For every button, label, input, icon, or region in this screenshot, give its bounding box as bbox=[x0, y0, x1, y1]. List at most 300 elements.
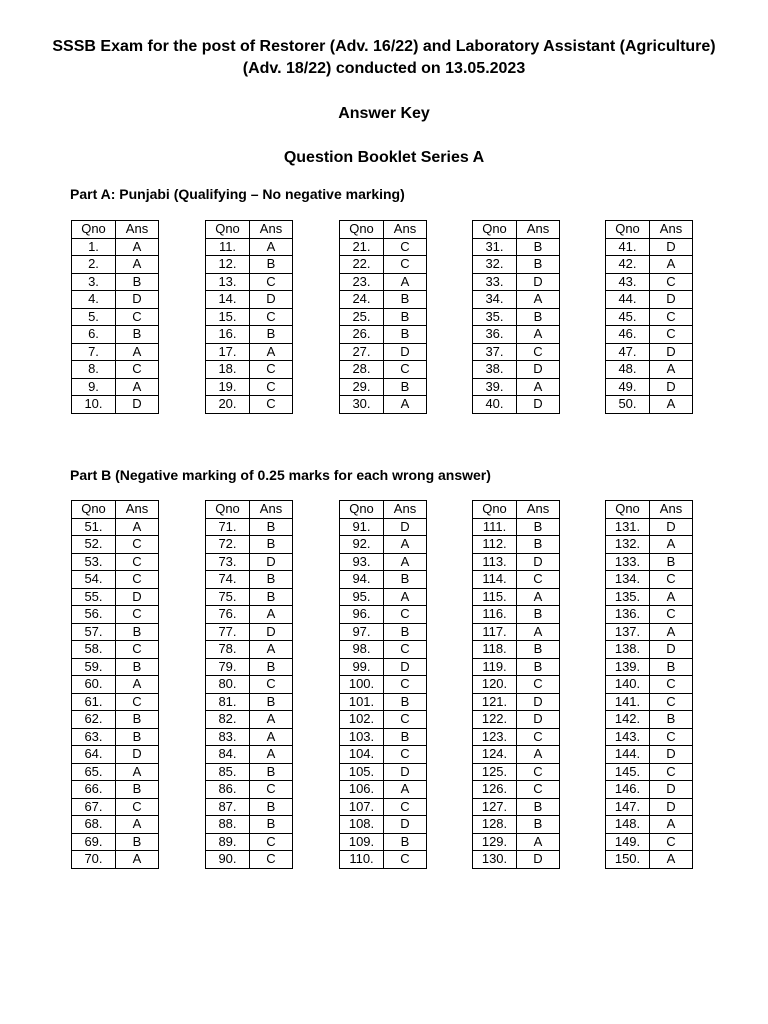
answer-value: B bbox=[250, 256, 293, 274]
table-row bbox=[473, 658, 560, 676]
answer-value: D bbox=[650, 746, 693, 764]
table-row bbox=[206, 781, 293, 799]
question-number: 16. bbox=[206, 326, 250, 344]
answer-value: A bbox=[517, 326, 560, 344]
table-row bbox=[473, 711, 560, 729]
table-row bbox=[473, 256, 560, 274]
question-number: 92. bbox=[340, 536, 384, 554]
answer-value: C bbox=[517, 571, 560, 589]
table-row bbox=[72, 658, 159, 676]
table-row bbox=[340, 273, 427, 291]
table-row bbox=[473, 273, 560, 291]
question-number: 116. bbox=[473, 606, 517, 624]
table-row bbox=[72, 343, 159, 361]
qno-header: Qno bbox=[606, 221, 650, 239]
question-number: 67. bbox=[72, 798, 116, 816]
ans-header: Ans bbox=[384, 501, 427, 519]
table-row bbox=[473, 361, 560, 379]
answer-table bbox=[339, 500, 427, 869]
answer-value: C bbox=[116, 606, 159, 624]
table-row bbox=[206, 641, 293, 659]
answer-value: A bbox=[116, 343, 159, 361]
question-number: 95. bbox=[340, 588, 384, 606]
answer-value: D bbox=[116, 396, 159, 414]
question-number: 132. bbox=[606, 536, 650, 554]
table-row bbox=[206, 711, 293, 729]
question-number: 33. bbox=[473, 273, 517, 291]
answer-value: C bbox=[384, 238, 427, 256]
answer-value: D bbox=[517, 273, 560, 291]
part-a-label: Part A: Punjabi (Qualifying – No negative marking) bbox=[70, 186, 405, 202]
table-row bbox=[72, 746, 159, 764]
question-number: 139. bbox=[606, 658, 650, 676]
table-row bbox=[606, 746, 693, 764]
answer-value: A bbox=[650, 256, 693, 274]
table-row bbox=[473, 518, 560, 536]
answer-value: A bbox=[116, 238, 159, 256]
answer-value: B bbox=[517, 606, 560, 624]
question-number: 107. bbox=[340, 798, 384, 816]
question-number: 87. bbox=[206, 798, 250, 816]
table-row bbox=[340, 256, 427, 274]
table-row bbox=[606, 693, 693, 711]
answer-table bbox=[605, 500, 693, 869]
answer-value: A bbox=[116, 518, 159, 536]
answer-value: A bbox=[384, 273, 427, 291]
qno-header: Qno bbox=[340, 501, 384, 519]
answer-value: C bbox=[650, 273, 693, 291]
answer-value: B bbox=[650, 553, 693, 571]
table-row bbox=[72, 676, 159, 694]
question-number: 1. bbox=[72, 238, 116, 256]
answer-value: B bbox=[116, 623, 159, 641]
question-number: 17. bbox=[206, 343, 250, 361]
question-number: 149. bbox=[606, 833, 650, 851]
answer-value: C bbox=[250, 851, 293, 869]
answer-value: C bbox=[116, 361, 159, 379]
table-row bbox=[206, 518, 293, 536]
question-number: 35. bbox=[473, 308, 517, 326]
table-row bbox=[473, 606, 560, 624]
question-number: 130. bbox=[473, 851, 517, 869]
question-number: 138. bbox=[606, 641, 650, 659]
answer-value: C bbox=[116, 536, 159, 554]
answer-value: D bbox=[116, 746, 159, 764]
question-number: 115. bbox=[473, 588, 517, 606]
table-row bbox=[206, 378, 293, 396]
answer-value: C bbox=[384, 256, 427, 274]
answer-value: C bbox=[650, 763, 693, 781]
answer-value: C bbox=[384, 798, 427, 816]
question-number: 20. bbox=[206, 396, 250, 414]
question-number: 90. bbox=[206, 851, 250, 869]
answer-value: A bbox=[250, 641, 293, 659]
question-number: 26. bbox=[340, 326, 384, 344]
answer-value: D bbox=[650, 781, 693, 799]
table-row bbox=[606, 396, 693, 414]
question-number: 147. bbox=[606, 798, 650, 816]
table-row bbox=[473, 588, 560, 606]
answer-value: C bbox=[250, 361, 293, 379]
table-row bbox=[206, 658, 293, 676]
table-row bbox=[340, 588, 427, 606]
table-row bbox=[72, 238, 159, 256]
question-number: 24. bbox=[340, 291, 384, 309]
table-row bbox=[72, 291, 159, 309]
answer-value: A bbox=[517, 378, 560, 396]
answer-value: C bbox=[517, 781, 560, 799]
table-row bbox=[473, 291, 560, 309]
answer-table bbox=[71, 220, 159, 414]
question-number: 25. bbox=[340, 308, 384, 326]
answer-value: A bbox=[250, 238, 293, 256]
question-number: 55. bbox=[72, 588, 116, 606]
question-number: 22. bbox=[340, 256, 384, 274]
question-number: 76. bbox=[206, 606, 250, 624]
question-number: 60. bbox=[72, 676, 116, 694]
table-row bbox=[473, 343, 560, 361]
table-row bbox=[206, 606, 293, 624]
question-number: 29. bbox=[340, 378, 384, 396]
question-number: 137. bbox=[606, 623, 650, 641]
answer-value: C bbox=[384, 851, 427, 869]
answer-value: A bbox=[384, 396, 427, 414]
ans-header: Ans bbox=[250, 501, 293, 519]
answer-value: B bbox=[384, 833, 427, 851]
answer-value: C bbox=[650, 571, 693, 589]
ans-header: Ans bbox=[384, 221, 427, 239]
table-row bbox=[206, 553, 293, 571]
answer-value: C bbox=[250, 378, 293, 396]
question-number: 68. bbox=[72, 816, 116, 834]
table-row bbox=[206, 396, 293, 414]
table-row bbox=[206, 326, 293, 344]
answer-value: C bbox=[517, 343, 560, 361]
answer-value: B bbox=[650, 658, 693, 676]
question-number: 7. bbox=[72, 343, 116, 361]
answer-value: A bbox=[650, 536, 693, 554]
table-row bbox=[206, 851, 293, 869]
question-number: 13. bbox=[206, 273, 250, 291]
answer-value: A bbox=[250, 343, 293, 361]
table-row bbox=[72, 571, 159, 589]
question-number: 93. bbox=[340, 553, 384, 571]
answer-value: D bbox=[116, 588, 159, 606]
answer-value: C bbox=[650, 308, 693, 326]
table-row bbox=[340, 781, 427, 799]
question-number: 135. bbox=[606, 588, 650, 606]
answer-value: A bbox=[650, 361, 693, 379]
table-row bbox=[606, 833, 693, 851]
answer-value: A bbox=[517, 291, 560, 309]
question-number: 40. bbox=[473, 396, 517, 414]
question-number: 15. bbox=[206, 308, 250, 326]
table-row bbox=[72, 256, 159, 274]
question-number: 61. bbox=[72, 693, 116, 711]
question-number: 11. bbox=[206, 238, 250, 256]
question-number: 127. bbox=[473, 798, 517, 816]
answer-value: A bbox=[250, 746, 293, 764]
answer-value: D bbox=[384, 518, 427, 536]
table-row bbox=[340, 711, 427, 729]
answer-value: D bbox=[517, 711, 560, 729]
table-row bbox=[473, 851, 560, 869]
answer-value: A bbox=[250, 728, 293, 746]
question-number: 46. bbox=[606, 326, 650, 344]
table-row bbox=[72, 308, 159, 326]
table-row bbox=[473, 396, 560, 414]
table-row bbox=[340, 798, 427, 816]
answer-value: B bbox=[384, 693, 427, 711]
answer-table bbox=[472, 220, 560, 414]
table-row bbox=[72, 378, 159, 396]
answer-value: D bbox=[650, 378, 693, 396]
question-number: 82. bbox=[206, 711, 250, 729]
question-number: 6. bbox=[72, 326, 116, 344]
answer-value: C bbox=[384, 361, 427, 379]
table-row bbox=[473, 693, 560, 711]
question-number: 31. bbox=[473, 238, 517, 256]
answer-value: D bbox=[384, 343, 427, 361]
question-number: 62. bbox=[72, 711, 116, 729]
question-number: 112. bbox=[473, 536, 517, 554]
question-number: 99. bbox=[340, 658, 384, 676]
table-row bbox=[473, 798, 560, 816]
table-row bbox=[72, 798, 159, 816]
ans-header: Ans bbox=[650, 501, 693, 519]
table-row bbox=[206, 833, 293, 851]
question-number: 89. bbox=[206, 833, 250, 851]
table-row bbox=[606, 851, 693, 869]
table-row bbox=[606, 571, 693, 589]
question-number: 39. bbox=[473, 378, 517, 396]
question-number: 4. bbox=[72, 291, 116, 309]
answer-value: C bbox=[250, 833, 293, 851]
question-number: 141. bbox=[606, 693, 650, 711]
table-row bbox=[72, 781, 159, 799]
table-header-row bbox=[72, 221, 159, 239]
answer-value: C bbox=[116, 693, 159, 711]
question-number: 88. bbox=[206, 816, 250, 834]
answer-value: B bbox=[650, 711, 693, 729]
answer-value: C bbox=[650, 693, 693, 711]
table-row bbox=[606, 308, 693, 326]
question-number: 23. bbox=[340, 273, 384, 291]
table-row bbox=[340, 571, 427, 589]
table-row bbox=[606, 641, 693, 659]
table-header-row bbox=[606, 501, 693, 519]
table-header-row bbox=[606, 221, 693, 239]
question-number: 74. bbox=[206, 571, 250, 589]
answer-value: A bbox=[250, 606, 293, 624]
answer-value: B bbox=[116, 711, 159, 729]
table-row bbox=[206, 256, 293, 274]
question-number: 119. bbox=[473, 658, 517, 676]
answer-value: C bbox=[650, 833, 693, 851]
table-row bbox=[473, 623, 560, 641]
table-row bbox=[72, 326, 159, 344]
question-number: 100. bbox=[340, 676, 384, 694]
question-number: 148. bbox=[606, 816, 650, 834]
table-row bbox=[206, 816, 293, 834]
question-number: 73. bbox=[206, 553, 250, 571]
answer-value: A bbox=[116, 851, 159, 869]
question-number: 150. bbox=[606, 851, 650, 869]
answer-value: C bbox=[384, 641, 427, 659]
question-number: 125. bbox=[473, 763, 517, 781]
table-row bbox=[340, 606, 427, 624]
table-row bbox=[340, 396, 427, 414]
table-header-row bbox=[340, 221, 427, 239]
table-row bbox=[606, 781, 693, 799]
question-number: 108. bbox=[340, 816, 384, 834]
table-row bbox=[473, 781, 560, 799]
question-number: 58. bbox=[72, 641, 116, 659]
question-number: 5. bbox=[72, 308, 116, 326]
answer-value: A bbox=[650, 851, 693, 869]
question-number: 48. bbox=[606, 361, 650, 379]
answer-value: A bbox=[517, 588, 560, 606]
table-row bbox=[473, 326, 560, 344]
question-number: 41. bbox=[606, 238, 650, 256]
qno-header: Qno bbox=[473, 501, 517, 519]
answer-value: B bbox=[116, 273, 159, 291]
question-number: 128. bbox=[473, 816, 517, 834]
question-number: 98. bbox=[340, 641, 384, 659]
answer-value: A bbox=[650, 396, 693, 414]
table-row bbox=[473, 378, 560, 396]
question-number: 51. bbox=[72, 518, 116, 536]
table-row bbox=[72, 553, 159, 571]
qno-header: Qno bbox=[606, 501, 650, 519]
answer-value: B bbox=[250, 571, 293, 589]
table-row bbox=[72, 361, 159, 379]
answer-value: D bbox=[517, 693, 560, 711]
table-row bbox=[473, 308, 560, 326]
answer-value: B bbox=[384, 378, 427, 396]
answer-value: C bbox=[250, 273, 293, 291]
question-number: 28. bbox=[340, 361, 384, 379]
question-number: 126. bbox=[473, 781, 517, 799]
qno-header: Qno bbox=[340, 221, 384, 239]
table-row bbox=[606, 291, 693, 309]
answer-value: B bbox=[517, 518, 560, 536]
answer-table bbox=[472, 500, 560, 869]
table-row bbox=[206, 238, 293, 256]
answer-value: C bbox=[116, 641, 159, 659]
answer-value: B bbox=[384, 326, 427, 344]
question-number: 124. bbox=[473, 746, 517, 764]
answer-value: C bbox=[517, 763, 560, 781]
answer-value: B bbox=[250, 798, 293, 816]
answer-value: A bbox=[116, 256, 159, 274]
table-row bbox=[206, 361, 293, 379]
question-number: 106. bbox=[340, 781, 384, 799]
table-row bbox=[473, 641, 560, 659]
answer-value: C bbox=[384, 711, 427, 729]
answer-value: C bbox=[116, 308, 159, 326]
answer-table bbox=[339, 220, 427, 414]
question-number: 70. bbox=[72, 851, 116, 869]
table-row bbox=[72, 711, 159, 729]
table-row bbox=[606, 553, 693, 571]
table-row bbox=[72, 623, 159, 641]
table-row bbox=[473, 816, 560, 834]
table-row bbox=[606, 326, 693, 344]
question-number: 94. bbox=[340, 571, 384, 589]
question-number: 36. bbox=[473, 326, 517, 344]
table-row bbox=[340, 553, 427, 571]
question-number: 140. bbox=[606, 676, 650, 694]
answer-value: D bbox=[650, 518, 693, 536]
table-row bbox=[340, 816, 427, 834]
answer-value: C bbox=[116, 571, 159, 589]
table-row bbox=[340, 676, 427, 694]
answer-value: C bbox=[384, 676, 427, 694]
answer-value: B bbox=[517, 308, 560, 326]
question-number: 50. bbox=[606, 396, 650, 414]
answer-value: A bbox=[650, 623, 693, 641]
answer-value: B bbox=[517, 641, 560, 659]
table-header-row bbox=[473, 221, 560, 239]
answer-value: C bbox=[116, 553, 159, 571]
answer-value: C bbox=[517, 676, 560, 694]
table-row bbox=[340, 343, 427, 361]
question-number: 84. bbox=[206, 746, 250, 764]
answer-value: B bbox=[384, 728, 427, 746]
answer-value: B bbox=[517, 816, 560, 834]
question-number: 123. bbox=[473, 728, 517, 746]
table-row bbox=[72, 728, 159, 746]
question-number: 129. bbox=[473, 833, 517, 851]
table-row bbox=[473, 746, 560, 764]
qno-header: Qno bbox=[473, 221, 517, 239]
answer-value: B bbox=[517, 238, 560, 256]
answer-value: D bbox=[250, 553, 293, 571]
qno-header: Qno bbox=[206, 221, 250, 239]
document-title bbox=[40, 36, 728, 80]
question-number: 42. bbox=[606, 256, 650, 274]
question-number: 44. bbox=[606, 291, 650, 309]
table-row bbox=[72, 606, 159, 624]
question-number: 122. bbox=[473, 711, 517, 729]
question-number: 59. bbox=[72, 658, 116, 676]
question-number: 80. bbox=[206, 676, 250, 694]
answer-value: B bbox=[250, 658, 293, 676]
answer-value: D bbox=[517, 553, 560, 571]
table-row bbox=[206, 728, 293, 746]
table-row bbox=[606, 816, 693, 834]
question-number: 114. bbox=[473, 571, 517, 589]
answer-value: B bbox=[384, 571, 427, 589]
answer-table bbox=[605, 220, 693, 414]
table-row bbox=[206, 291, 293, 309]
question-number: 27. bbox=[340, 343, 384, 361]
table-row bbox=[206, 343, 293, 361]
question-number: 64. bbox=[72, 746, 116, 764]
question-number: 105. bbox=[340, 763, 384, 781]
table-header-row bbox=[72, 501, 159, 519]
answer-value: A bbox=[384, 781, 427, 799]
question-number: 86. bbox=[206, 781, 250, 799]
answer-value: D bbox=[250, 291, 293, 309]
answer-value: C bbox=[116, 798, 159, 816]
table-row bbox=[206, 536, 293, 554]
question-number: 66. bbox=[72, 781, 116, 799]
question-number: 113. bbox=[473, 553, 517, 571]
question-number: 49. bbox=[606, 378, 650, 396]
answer-value: D bbox=[650, 641, 693, 659]
